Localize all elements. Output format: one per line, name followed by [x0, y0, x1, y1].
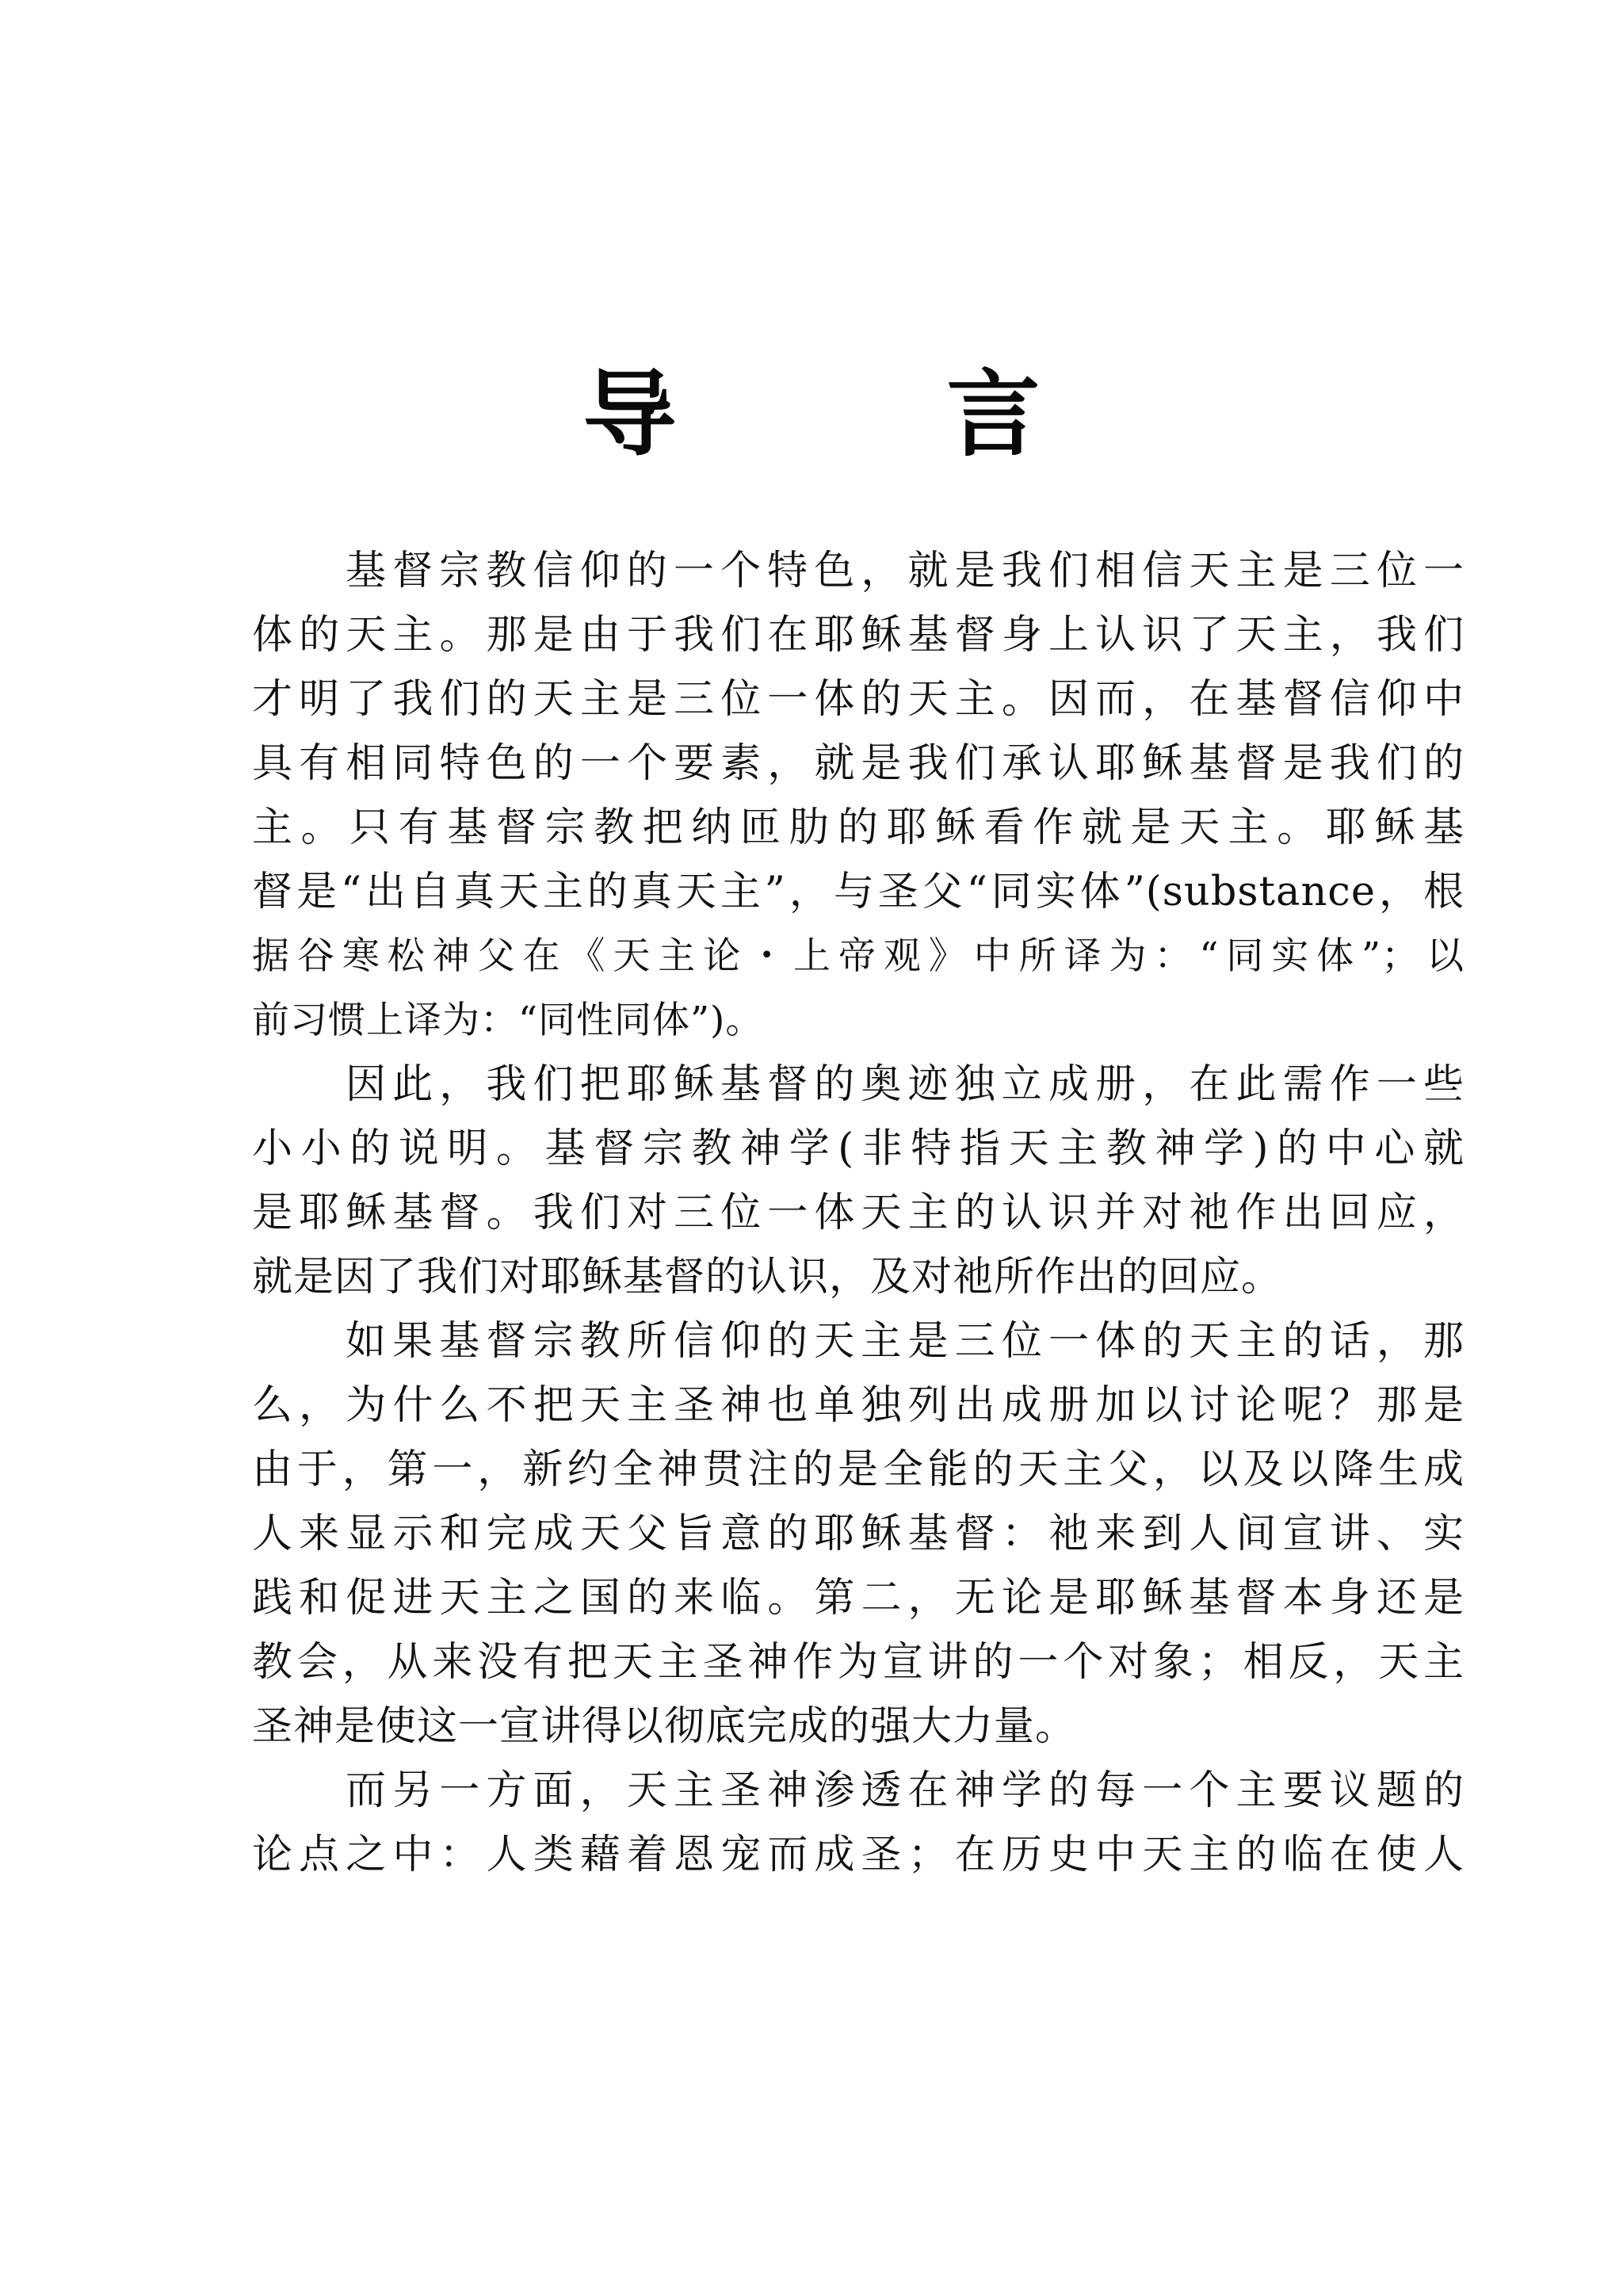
paragraph-2-line-3: 是耶稣基督。我们对三位一体天主的认识并对祂作出回应，: [252, 1190, 1465, 1236]
paragraph-3-line-2: 么，为什么不把天主圣神也单独列出成册加以讨论呢？那是: [252, 1382, 1465, 1429]
paragraph-1-line-7: 据谷寒松神父在《天主论・上帝观》中所译为：“同实体”；以: [252, 934, 1465, 978]
body-text: [252, 539, 1465, 1887]
paragraph-3-line-7: 圣神是使这一宣讲得以彻底完成的强大力量。: [252, 1703, 1077, 1750]
paragraph-3-line-3: 由于，第一，新约全神贯注的是全能的天主父，以及以降生成: [252, 1446, 1465, 1493]
paragraph-3-line-4: 人来显示和完成天父旨意的耶稣基督：祂来到人间宣讲、实: [252, 1511, 1465, 1557]
paragraph-1-line-5: 主。只有基督宗教把纳匝肋的耶稣看作就是天主。耶稣基: [252, 804, 1465, 851]
paragraph-2-line-2: 小小的说明。基督宗教神学(非特指天主教神学)的中心就: [252, 1125, 1465, 1172]
paragraph-3-line-5: 践和促进天主之国的来临。第二，无论是耶稣基督本身还是: [252, 1575, 1465, 1622]
paragraph-3-line-6: 教会，从来没有把天主圣神作为宣讲的一个对象；相反，天主: [252, 1639, 1465, 1686]
paragraph-1-line-2: 体的天主。那是由于我们在耶稣基督身上认识了天主，我们: [252, 612, 1465, 659]
paragraph-4-line-2: 论点之中：人类藉着恩宠而成圣；在历史中天主的临在使人: [252, 1832, 1465, 1878]
paragraph-1-line-4: 具有相同特色的一个要素，就是我们承认耶稣基督是我们的: [252, 740, 1465, 787]
paragraph-1-line-3: 才明了我们的天主是三位一体的天主。因而，在基督信仰中: [252, 676, 1465, 723]
paragraph-2-line-4: 就是因了我们对耶稣基督的认识，及对祂所作出的回应。: [252, 1254, 1283, 1301]
paragraph-4-line-1: 而另一方面，天主圣神渗透在神学的每一个主要议题的: [346, 1767, 1465, 1814]
paragraph-1-line-6: 督是“出自真天主的真天主”，与圣父“同实体”(substance，根: [252, 869, 1465, 915]
paragraph-3-line-1: 如果基督宗教所信仰的天主是三位一体的天主的话，那: [346, 1318, 1465, 1365]
paragraph-2-line-1: 因此，我们把耶稣基督的奥迹独立成册，在此需作一些: [346, 1061, 1465, 1108]
paragraph-1-line-1: 基督宗教信仰的一个特色，就是我们相信天主是三位一: [346, 548, 1465, 594]
chapter-title: 导 言: [582, 360, 1159, 469]
paragraph-1-line-8: 前习惯上译为：“同性同体”)。: [252, 999, 764, 1042]
